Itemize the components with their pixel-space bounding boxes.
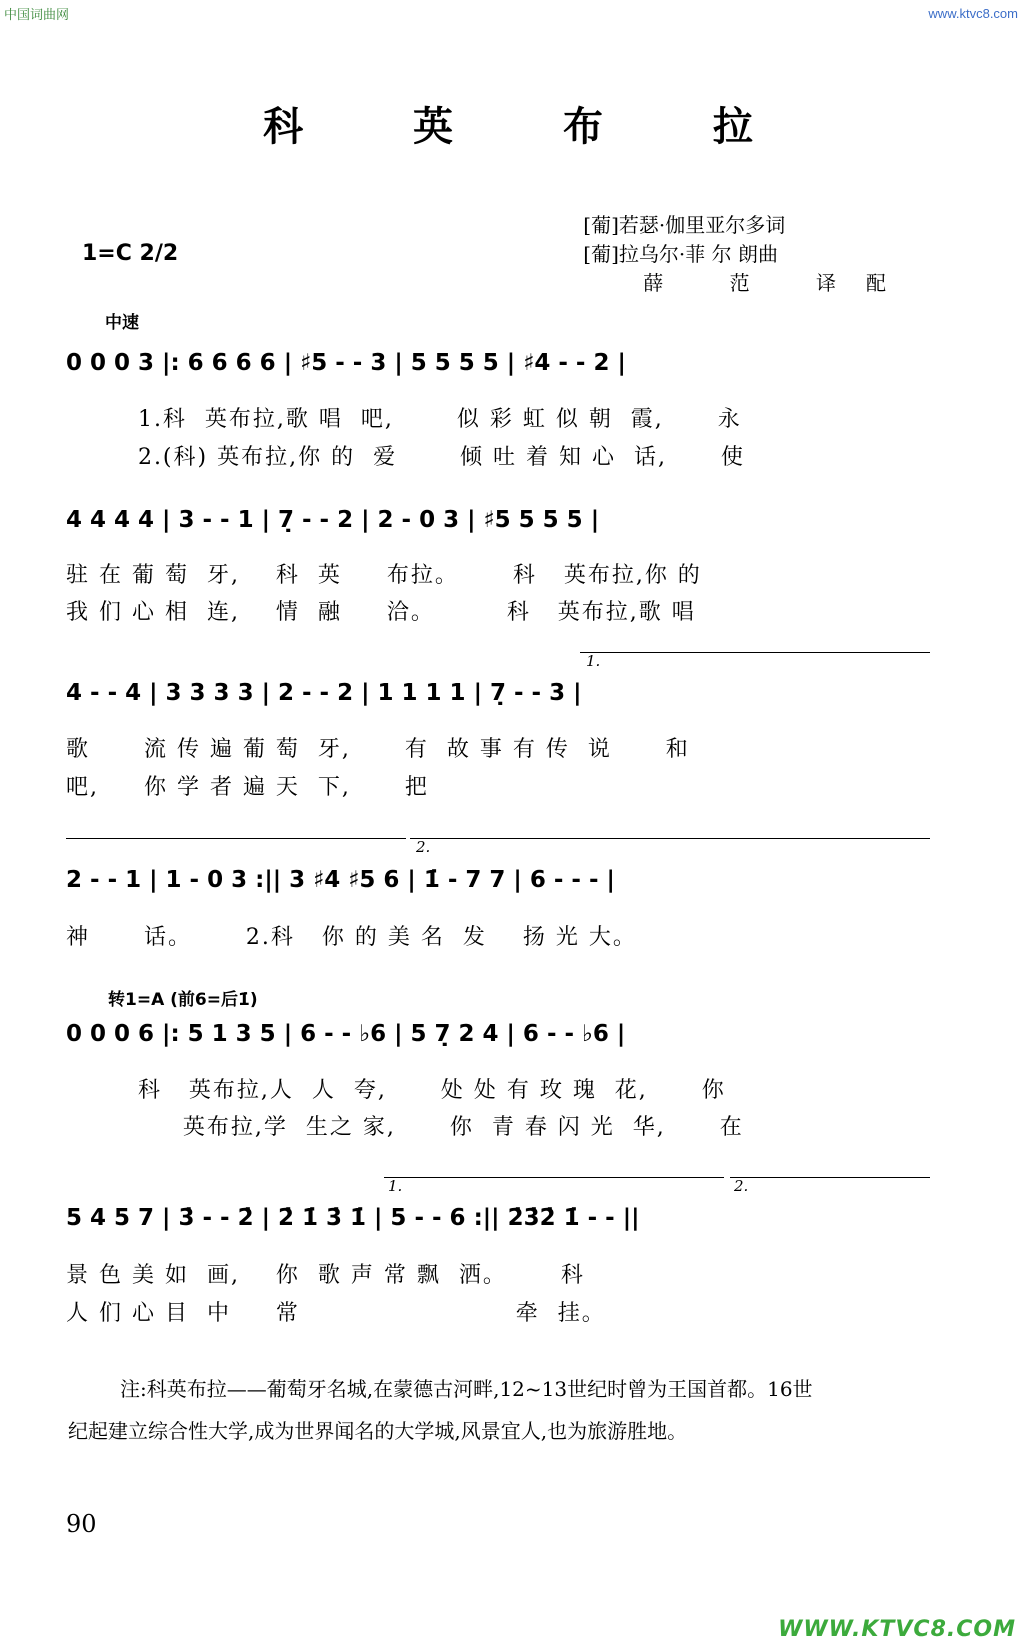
composer-credit: [葡]拉乌尔·菲 尔 朗曲 [583, 242, 778, 266]
staff-line-3: 4 - - 4 | 3 3 3 3 | 2 - - 2 | 1 1 1 1 | 7̣ - - 3 | [66, 680, 582, 706]
volta-label-ending-1: 1. [388, 1177, 403, 1195]
volta-bracket-ending-2 [730, 1177, 930, 1178]
volta-label-2: 2. [416, 838, 431, 856]
volta-bracket-1 [580, 652, 930, 653]
volta-bracket-ending-1 [384, 1177, 724, 1178]
song-title: 科 英 布 拉 [263, 103, 801, 150]
watermark-site-right: www.ktvc8.com [928, 6, 1018, 21]
watermark-site-left: 中国词曲网 [4, 7, 70, 22]
volta-label-ending-2: 2. [734, 1177, 749, 1195]
lyric-verse1-line5: 科 英布拉,人 人 夸, 处 处 有 玫 瑰 花, 你 [66, 1078, 726, 1103]
lyricist-credit: [葡]若瑟·伽里亚尔多词 [583, 213, 786, 237]
staff-line-2: 4 4 4 4 | 3 - - 1 | 7̣ - - 2 | 2 - 0 3 | ♯5 5 5 5 | [66, 507, 600, 533]
staff-line-1: 0 0 0 3 |: 6 6 6 6 | ♯5 - - 3 | 5 5 5 5 | ♯4 - - 2 | [66, 350, 626, 376]
lyric-verse2-line2: 我 们 心 相 连, 情 融 洽。 科 英布拉,歌 唱 [66, 600, 696, 625]
footnote-line-1: 注:科英布拉——葡萄牙名城,在蒙德古河畔,12~13世纪时曾为王国首都。16世 [120, 1377, 813, 1401]
staff-line-4: 2 - - 1 | 1 - 0 3 :|| 3 ♯4 ♯5 6 | 1̇ - 7 7 | 6 - - - | [66, 867, 615, 893]
credits [583, 211, 916, 298]
translator-credit: 薛 范 译配 [643, 271, 916, 295]
footnote [68, 1368, 940, 1452]
page-number: 90 [66, 1510, 97, 1538]
key-signature: 1=C 2/2 [82, 241, 179, 266]
watermark-site-bottom: WWW.KTVC8.COM [778, 1617, 1016, 1642]
staff-line-6: 5 4 5 7 | 3̇ - - 2̇ | 2̇ 1̇ 3̇ 1̇ | 5 - - 6 :|| 2̇3̇2̇ 1̇ - - || [66, 1205, 640, 1231]
lyric-verse1-line2: 驻 在 葡 萄 牙, 科 英 布拉。 科 英布拉,你 的 [66, 563, 702, 588]
footnote-line-2: 纪起建立综合性大学,成为世界闻名的大学城,风景宜人,也为旅游胜地。 [68, 1419, 688, 1443]
lyric-verse2-line3: 吧, 你 学 者 遍 天 下, 把 [66, 775, 429, 800]
lyric-verse1-line1: 1.科 英布拉,歌 唱 吧, 似 彩 虹 似 朝 霞, 永 [66, 407, 742, 432]
staff-line-5: 0 0 0 6 |: 5 1 3 5 | 6 - - ♭6 | 5 7̣ 2 4 | 6 - - ♭6 | [66, 1021, 626, 1047]
volta-label-1: 1. [586, 652, 601, 670]
lyric-verse2-line5: 英布拉,学 生之 家, 你 青 春 闪 光 华, 在 [66, 1115, 744, 1140]
lyric-verse1-line6: 景 色 美 如 画, 你 歌 声 常 飘 洒。 科 [66, 1263, 585, 1288]
lyric-verse1-line3: 歌 流 传 遍 葡 萄 牙, 有 故 事 有 传 说 和 [66, 737, 690, 762]
lyric-verse2-line6: 人 们 心 目 中 常 牵 挂。 [66, 1301, 606, 1326]
key-change-marking: 转1=A (前6=后1̇) [108, 990, 258, 1010]
lyric-line4: 神 话。 2.科 你 的 美 名 发 扬 光 大。 [66, 925, 637, 950]
volta-bracket-2 [410, 838, 930, 839]
volta-continuation-1 [66, 838, 406, 839]
lyric-verse2-line1: 2.(科) 英布拉,你 的 爱 倾 吐 着 知 心 话, 使 [66, 445, 745, 470]
tempo-marking: 中速 [105, 313, 139, 333]
